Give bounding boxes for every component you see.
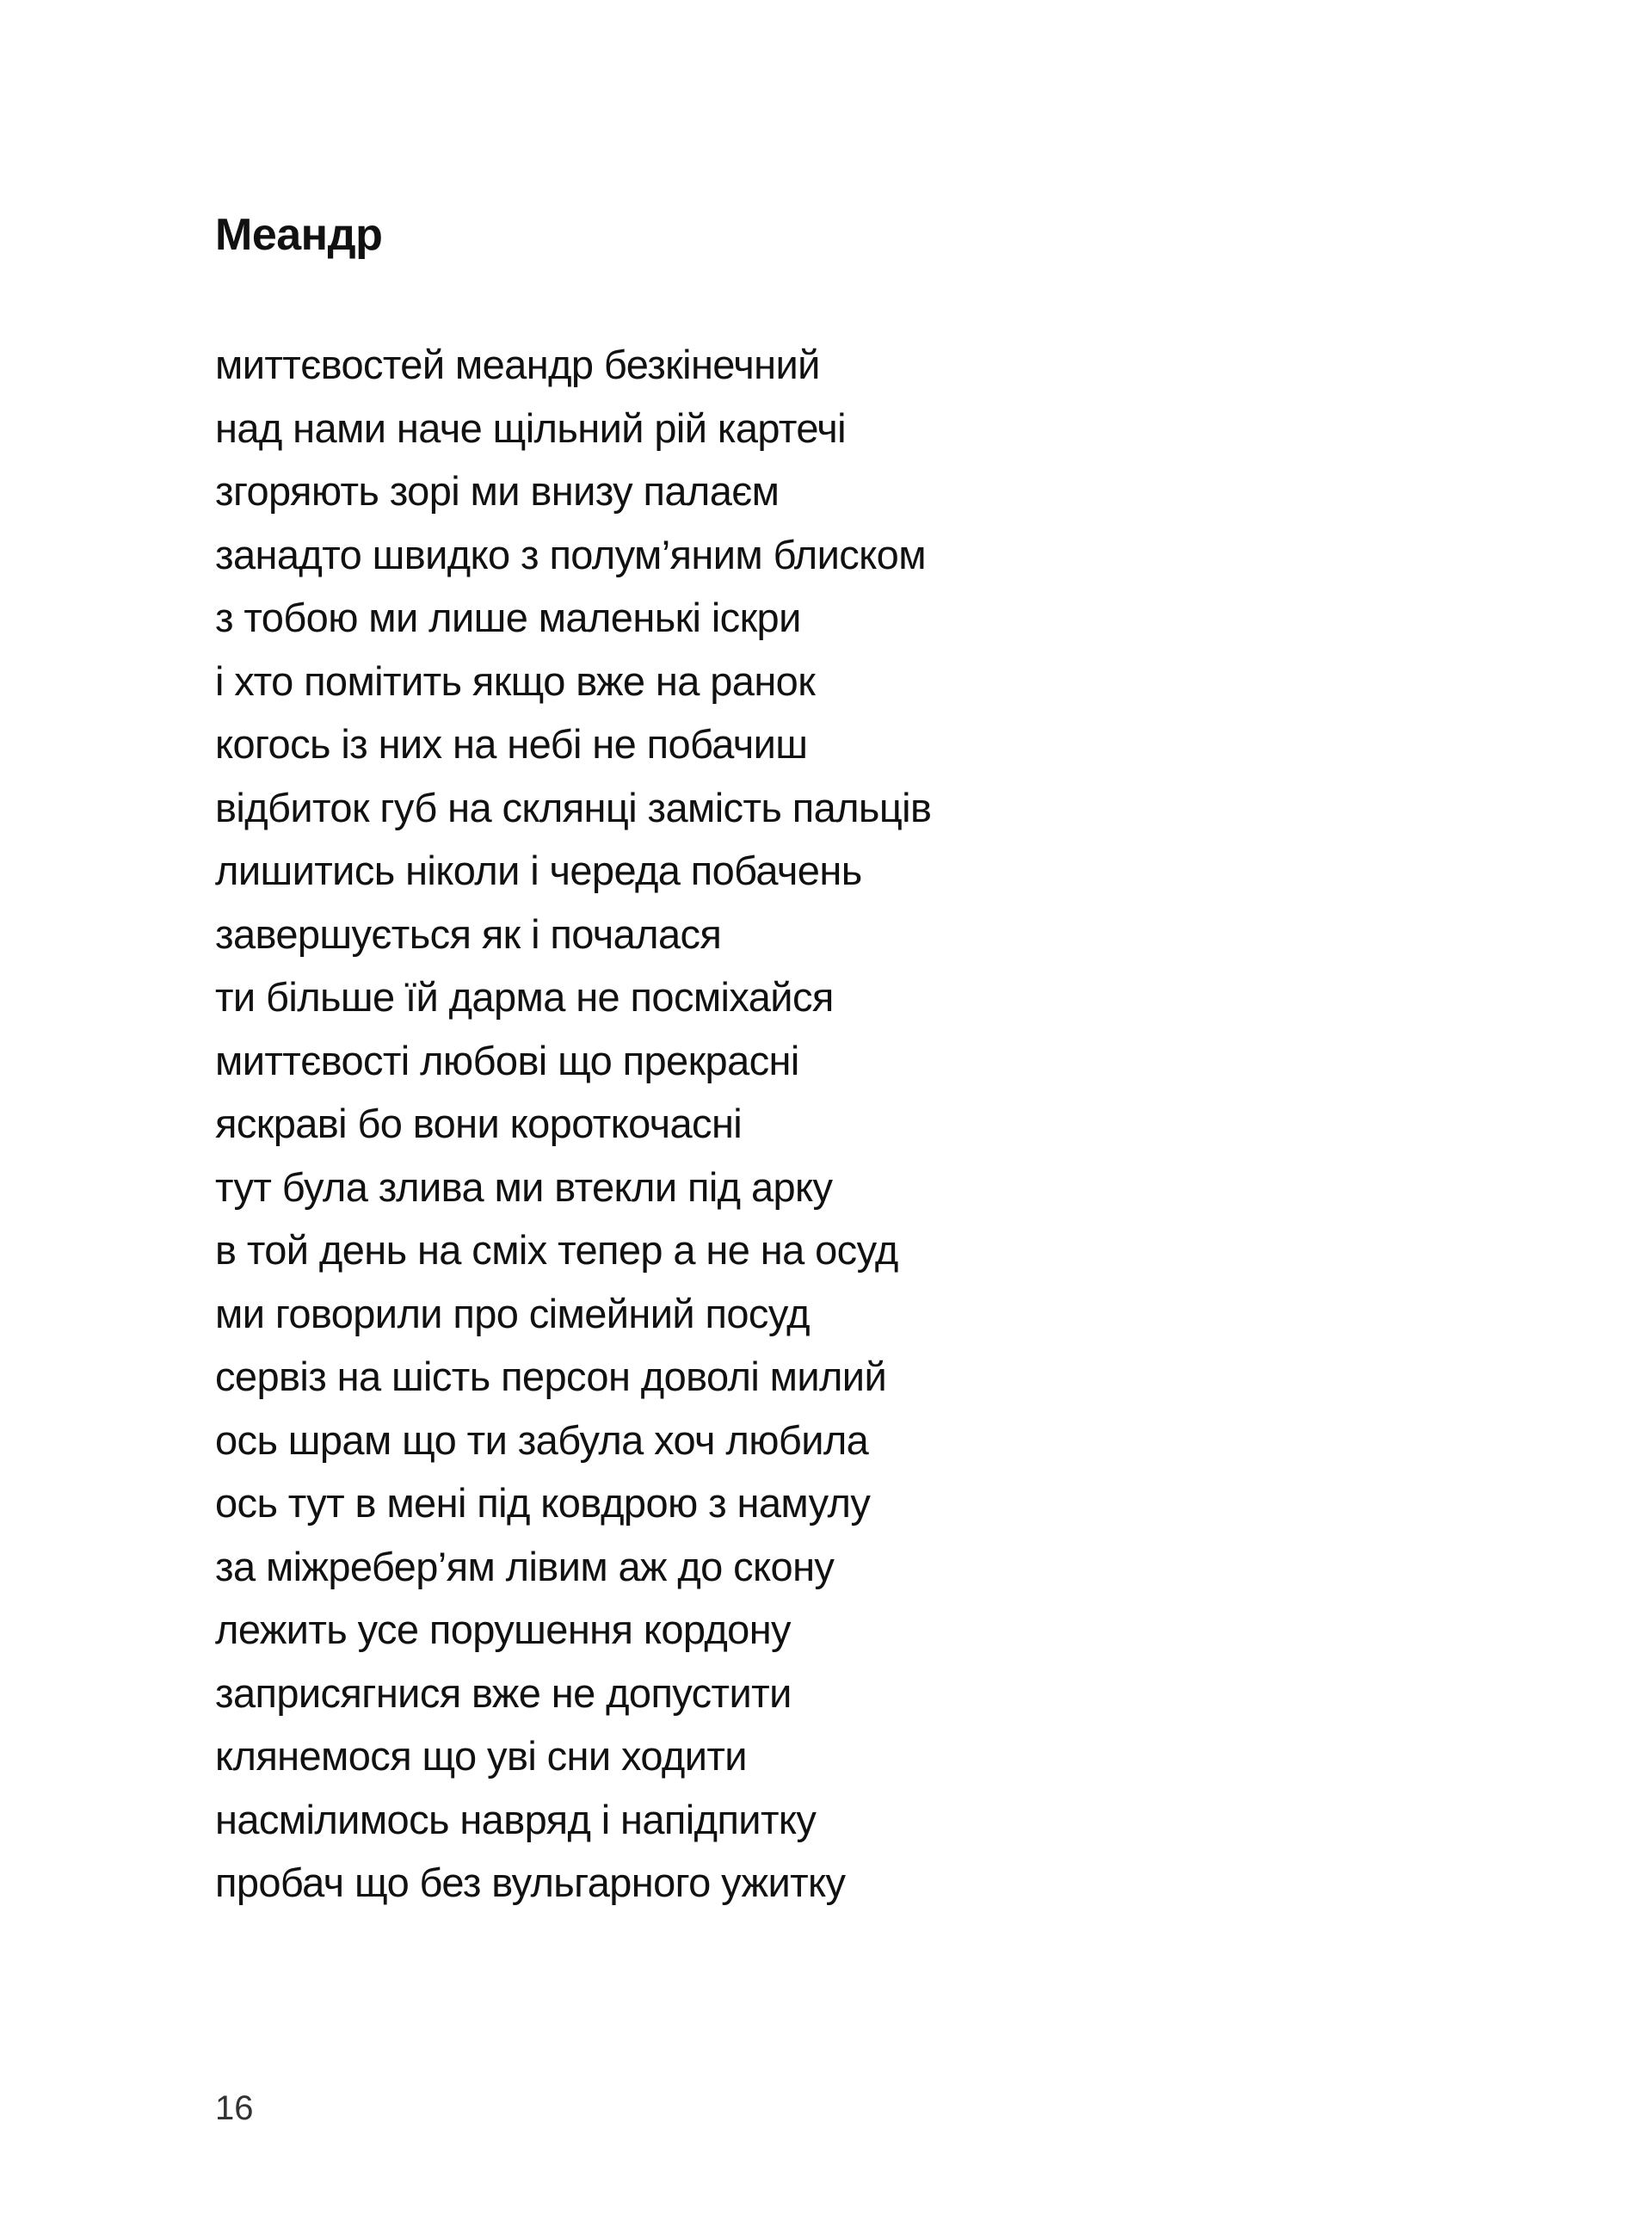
- poem-line: яскраві бо вони короткочасні: [215, 1101, 743, 1146]
- poem-line: ти більше їй дарма не посміхайся: [215, 974, 834, 1020]
- poem-line: ось тут в мені під ковдрою з намулу: [215, 1480, 871, 1526]
- page-number: 16: [215, 2089, 254, 2127]
- poem-line: заприсягнися вже не допустити: [215, 1669, 792, 1716]
- poem-line: за міжребер’ям лівим аж до скону: [215, 1543, 835, 1589]
- poem-line: миттєвостей меандр безкінечний: [215, 342, 820, 387]
- poem-line: тут була злива ми втекли під арку: [215, 1163, 833, 1210]
- poem-line: ось шрам що ти забула хоч любила: [215, 1416, 869, 1463]
- poem-line: лежить усе порушення кордону: [215, 1607, 791, 1652]
- poem-line: в той день на сміх тепер а не на осуд: [215, 1227, 898, 1273]
- poem-line: когось із них на небі не побачиш: [215, 721, 808, 767]
- poem-line: з тобою ми лише маленькі іскри: [215, 595, 801, 640]
- poem-title: Меандр: [215, 210, 383, 260]
- poem-line: завершується як і почалася: [215, 910, 722, 957]
- poem-line: відбиток губ на склянці замість пальців: [215, 784, 932, 830]
- poem-line: клянемося що уві сни ходити: [215, 1733, 747, 1779]
- poem-line: і хто помітить якщо вже на ранок: [215, 657, 816, 704]
- poem-line: над нами наче щільний рій картечі: [215, 404, 847, 451]
- poem-line: згоряють зорі ми внизу палаєм: [215, 468, 780, 514]
- poem-line: насмілимось навряд і напідпитку: [215, 1796, 817, 1842]
- poem-body: [215, 333, 931, 1915]
- poem-line: занадто швидко з полум’яним блиском: [215, 531, 926, 577]
- poem-line: миттєвості любові що прекрасні: [215, 1037, 799, 1083]
- poem-line: лишитись ніколи і череда побачень: [215, 848, 862, 893]
- poem-line: пробач що без вульгарного ужитку: [215, 1860, 846, 1905]
- poem-line: ми говорили про сімейний посуд: [215, 1290, 810, 1336]
- poem-line: сервіз на шість персон доволі милий: [215, 1354, 887, 1399]
